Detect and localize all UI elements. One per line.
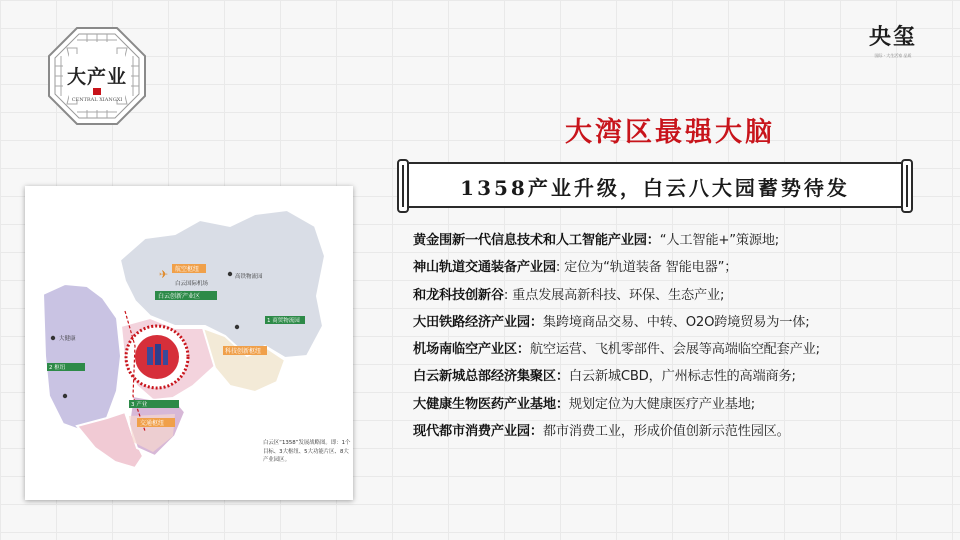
list-item: 大健康生物医药产业基地：规划定位为大健康医疗产业基地;	[413, 396, 755, 412]
list-item: 黄金围新一代信息技术和人工智能产业园：“人工智能+”策源地;	[413, 233, 780, 248]
item-desc: 规划定位为大健康医疗产业基地;	[568, 396, 755, 412]
park-list	[413, 227, 953, 445]
brand-logo	[858, 20, 928, 65]
scroll-banner	[395, 159, 915, 213]
map-dot	[235, 325, 239, 329]
hub-emblem-icon	[126, 326, 188, 388]
item-name: 大田铁路经济产业园	[413, 314, 530, 330]
map-label: 白云国际机场	[175, 281, 209, 287]
list-item: 大田铁路经济产业园：集跨境商品交易、中转、O2O跨境贸易为一体;	[413, 314, 810, 330]
map-dot	[63, 394, 67, 398]
scroll-left-cap-icon	[397, 159, 409, 213]
item-name: 神山轨道交通装备产业园	[413, 260, 556, 276]
item-desc: “人工智能+”策源地;	[659, 233, 780, 248]
map-label: 交通枢纽	[140, 420, 165, 427]
item-name: 机场南临空产业区	[413, 342, 517, 358]
map-dot	[228, 272, 232, 276]
map-region-west	[43, 284, 121, 432]
map-label: 3 产业	[131, 402, 148, 408]
map-label: 2 枢纽	[49, 365, 66, 371]
badge-title: 大产业	[66, 66, 127, 88]
seal-icon	[93, 88, 101, 95]
list-item: 白云新城总部经济集聚区：白云新城CBD，广州标志性的高端商务;	[413, 369, 796, 385]
district-map	[25, 186, 353, 500]
item-name: 大健康生物医药产业基地	[413, 396, 556, 412]
map-label: 科技创新枢纽	[225, 348, 262, 355]
list-item: 现代都市消费产业园：都市消费工业，形成价值创新示范性园区。	[413, 424, 790, 440]
list-item: 神山轨道交通装备产业园: 定位为“轨道装备 智能电器”；	[413, 260, 738, 276]
map-label: 1 商贸物流园	[267, 318, 300, 324]
item-desc: 重点发展高新科技、环保、生态产业;	[512, 287, 725, 303]
scroll-right-cap-icon	[901, 159, 913, 213]
brand-tagline: 国际 · 大生活家 品质	[874, 53, 912, 58]
map-label: 大健康	[59, 336, 76, 342]
main-title: 大湾区最强大脑	[565, 117, 775, 148]
list-item: 机场南临空产业区：航空运营、飞机零部件、会展等高端临空配套产业;	[413, 342, 820, 358]
map-dot	[51, 336, 55, 340]
item-name: 黄金围新一代信息技术和人工智能产业园	[413, 233, 647, 248]
map-label: 白云创新产业区	[158, 293, 201, 300]
scroll-title: 1358产业升级，白云八大园蓄势待发	[460, 176, 850, 200]
item-desc: 白云新城CBD，广州标志性的高端商务;	[568, 369, 796, 385]
item-desc: 航空运营、飞机零部件、会展等高端临空配套产业;	[529, 342, 820, 358]
airplane-icon: ✈	[159, 268, 169, 281]
item-name: 和龙科技创新谷	[413, 287, 504, 303]
map-label: 航空枢纽	[175, 266, 200, 273]
item-desc: 定位为“轨道装备 智能电器”；	[564, 260, 738, 276]
badge-subtitle: CENTRAL XIANGXI	[71, 97, 123, 103]
map-label: 高铁物流园	[235, 274, 263, 280]
list-item: 和龙科技创新谷: 重点发展高新科技、环保、生态产业;	[413, 287, 725, 303]
map-caption: 白云区“1358”发展战略图。即：1个目标、3大枢纽、5大功能片区、8大产业园区。	[263, 440, 351, 463]
brand-name: 央玺	[868, 24, 917, 50]
item-name: 现代都市消费产业园	[413, 424, 530, 440]
item-desc: 都市消费工业，形成价值创新示范性园区。	[542, 424, 790, 440]
item-name: 白云新城总部经济集聚区	[413, 369, 556, 385]
badge-emblem	[47, 26, 147, 126]
item-desc: 集跨境商品交易、中转、O2O跨境贸易为一体;	[542, 314, 810, 330]
